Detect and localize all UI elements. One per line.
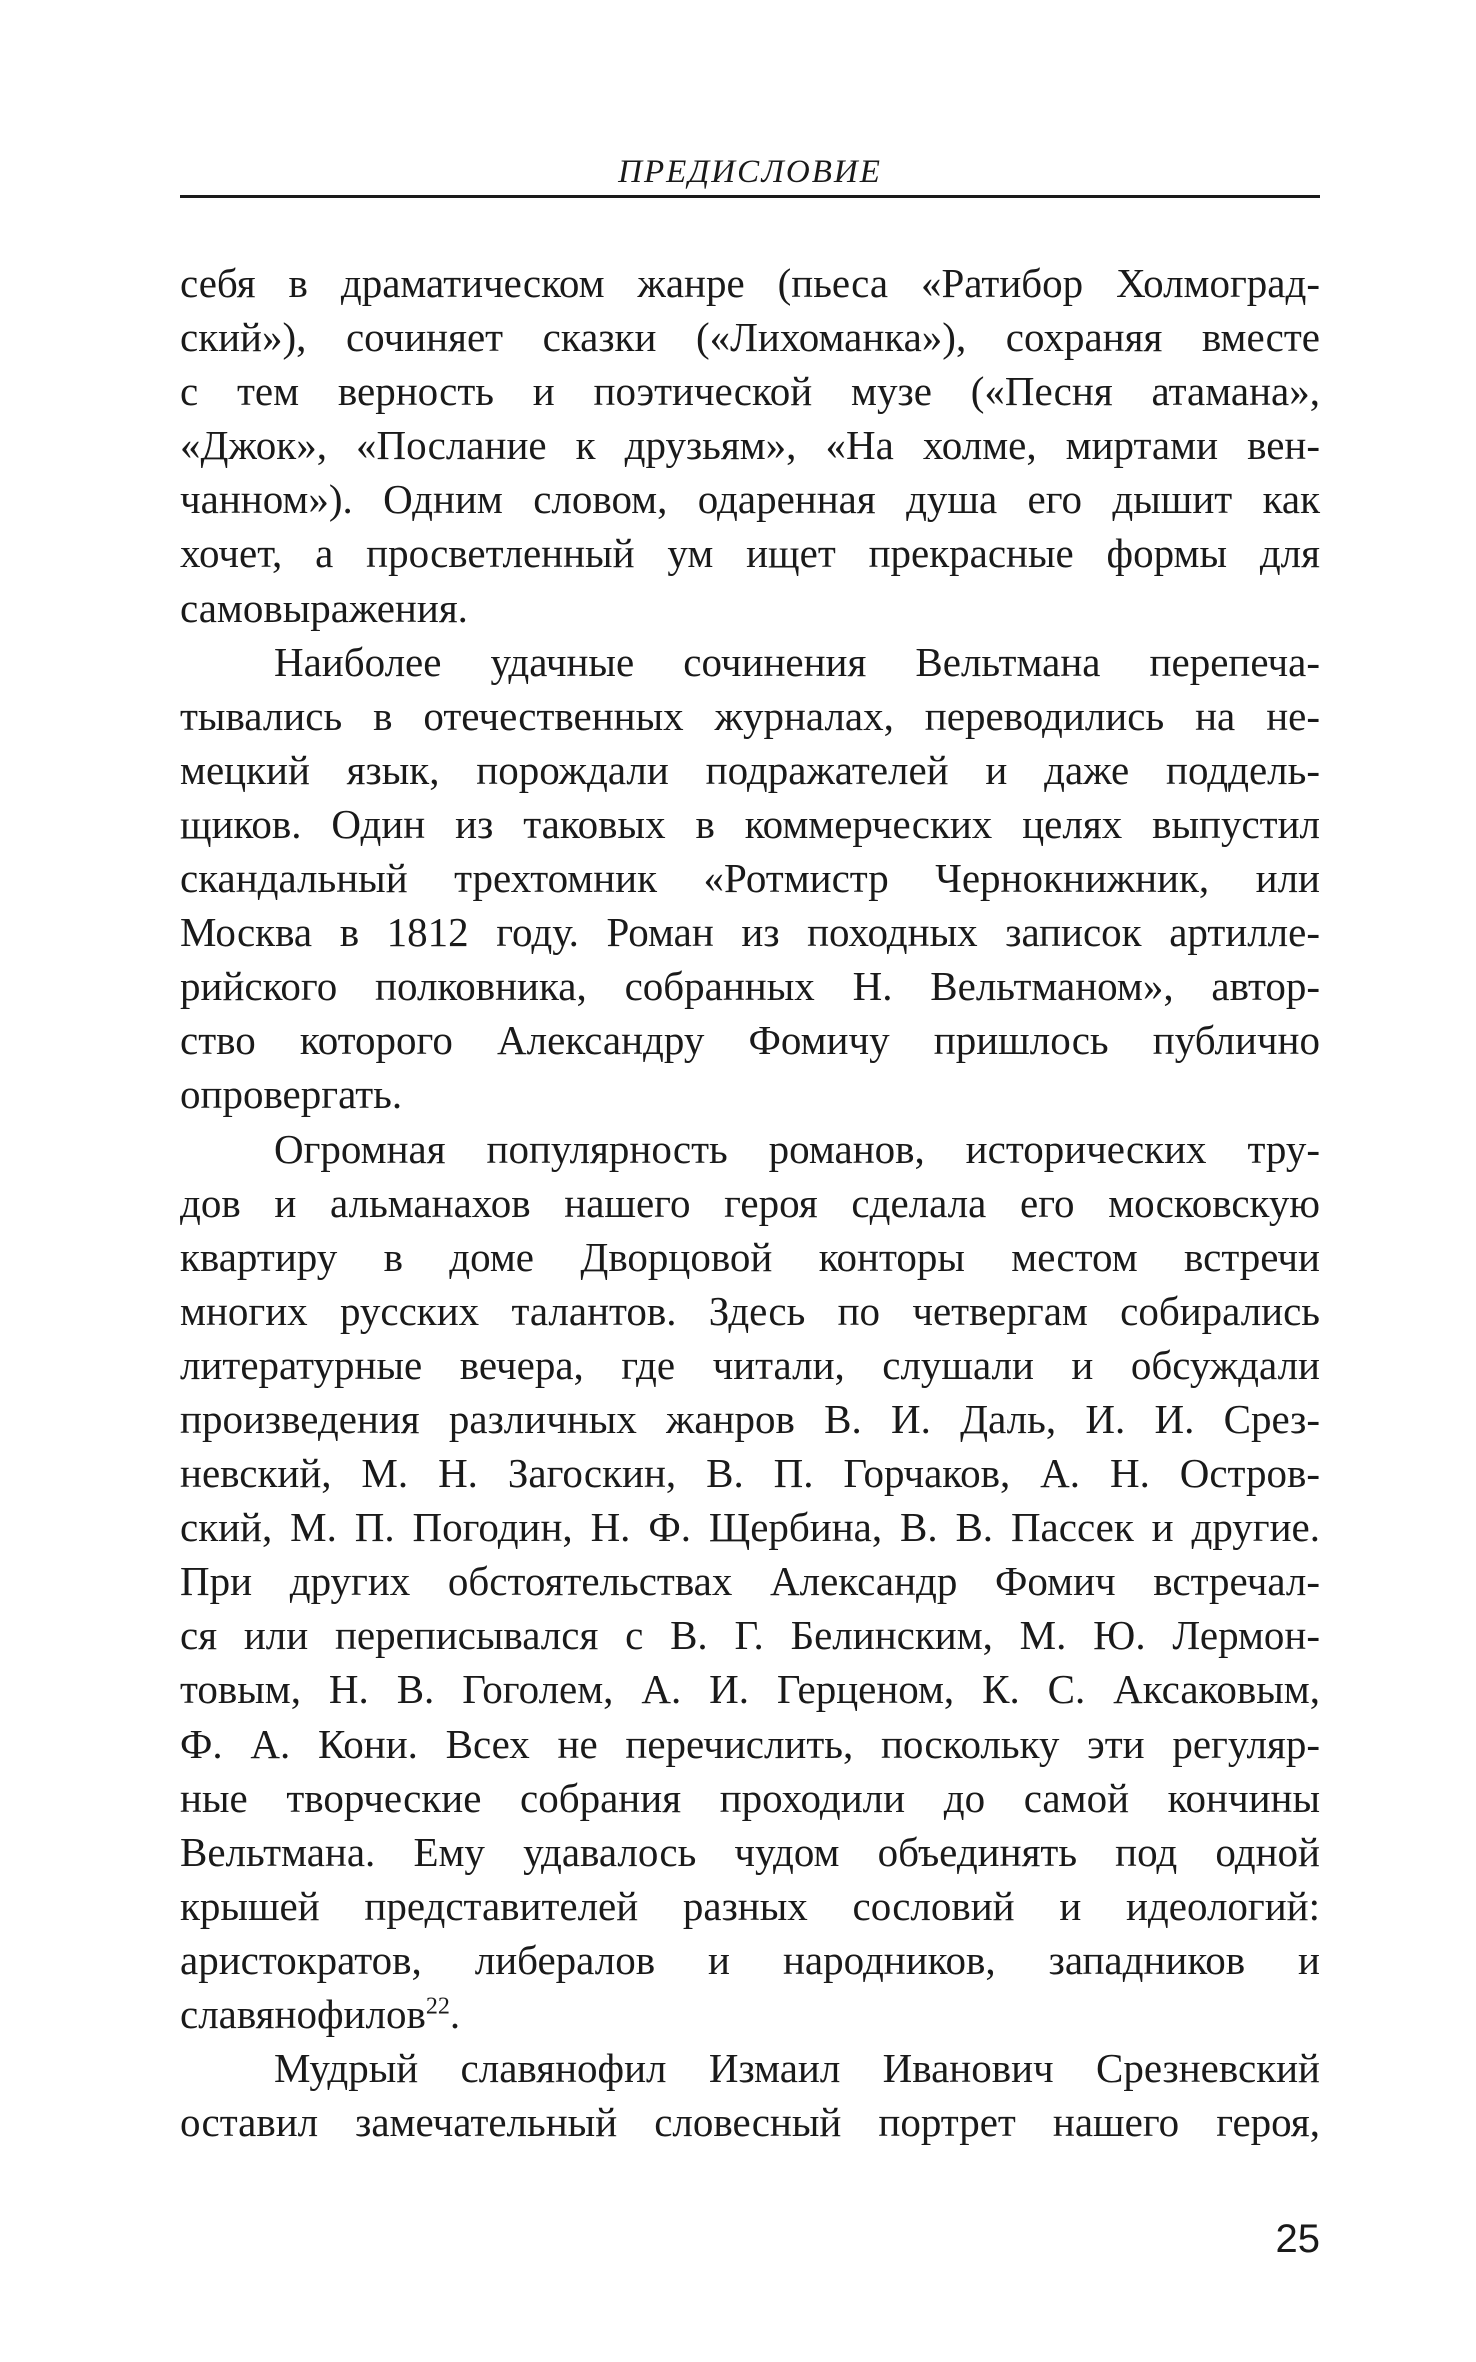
text-line: литературные вечера, где читали, слушали и обсуждали	[180, 1341, 1320, 1388]
text-line: дов и альманахов нашего героя сделала его московскую	[180, 1179, 1320, 1226]
sentence-end: .	[449, 1991, 461, 2037]
text-line: Москва в 1812 году. Роман из походных записок артилле-	[180, 909, 1320, 956]
text-line: Вельтмана. Ему удавалось чудом объединять под одной	[180, 1828, 1320, 1875]
text-line: ский, М. П. Погодин, Н. Ф. Щербина, В. В. Пассек и другие.	[180, 1504, 1320, 1551]
text-line: опровергать.	[180, 1071, 403, 1118]
text-line: товым, Н. В. Гоголем, А. И. Герценом, К. С. Аксаковым,	[180, 1666, 1320, 1713]
text-fragment: славянофилов	[180, 1991, 426, 2037]
text-line: оставил замечательный словесный портрет нашего героя,	[180, 2099, 1320, 2146]
text-line: с тем верность и поэтической музе («Песня атамана»,	[180, 368, 1320, 415]
text-line: крышей представителей разных сословий и идеологий:	[180, 1882, 1320, 1929]
text-line: чанном»). Одним словом, одаренная душа его дышит как	[180, 476, 1320, 523]
header-rule	[180, 195, 1320, 198]
text-line: ные творческие собрания проходили до самой кончины	[180, 1774, 1320, 1821]
text-line: При других обстоятельствах Александр Фомич встречал-	[180, 1558, 1320, 1605]
text-line: мецкий язык, порождали подражателей и даже поддель-	[180, 746, 1320, 793]
text-line: щиков. Один из таковых в коммерческих целях выпустил	[180, 800, 1320, 847]
text-line: себя в драматическом жанре (пьеса «Ратибор Холмоград-	[180, 260, 1320, 306]
text-line: Мудрый славянофил Измаил Иванович Срезневский	[274, 2045, 1320, 2092]
text-line: тывались в отечественных журналах, переводились на не-	[180, 692, 1320, 739]
text-line: скандальный трехтомник «Ротмистр Чернокнижник, или	[180, 855, 1320, 902]
text-line: ся или переписывался с В. Г. Белинским, М. Ю. Лермон-	[180, 1612, 1320, 1659]
running-head: ПРЕДИСЛОВИЕ	[618, 154, 882, 190]
text-line: рийского полковника, собранных Н. Вельтманом», автор-	[180, 963, 1320, 1010]
text-line: «Джок», «Послание к друзьям», «На холме, миртами вен-	[180, 422, 1320, 469]
page-number: 25	[1275, 2217, 1320, 2261]
text-line: самовыражения.	[180, 584, 468, 631]
text-line-with-footnote	[180, 1987, 1320, 2041]
text-line: аристократов, либералов и народников, западников и	[180, 1936, 1320, 1983]
text-line: Огромная популярность романов, исторических тру-	[274, 1125, 1320, 1172]
footnote-reference[interactable]: 22	[425, 1993, 450, 2020]
text-line: многих русских талантов. Здесь по четвергам собирались	[180, 1287, 1320, 1334]
text-line: Наиболее удачные сочинения Вельтмана перепеча-	[274, 638, 1320, 685]
text-line: хочет, а просветленный ум ищет прекрасные формы для	[180, 530, 1320, 577]
text-line: невский, М. Н. Загоскин, В. П. Горчаков, А. Н. Остров-	[180, 1450, 1320, 1497]
text-line: произведения различных жанров В. И. Даль, И. И. Срез-	[180, 1395, 1320, 1442]
text-line: ский»), сочиняет сказки («Лихоманка»), сохраняя вместе	[180, 314, 1320, 361]
text-line: квартиру в доме Дворцовой конторы местом встречи	[180, 1233, 1320, 1280]
text-line: ство которого Александру Фомичу пришлось публично	[180, 1017, 1320, 1064]
text-line: Ф. А. Кони. Всех не перечислить, поскольку эти регуляр-	[180, 1720, 1320, 1767]
body-text	[180, 256, 1320, 2149]
